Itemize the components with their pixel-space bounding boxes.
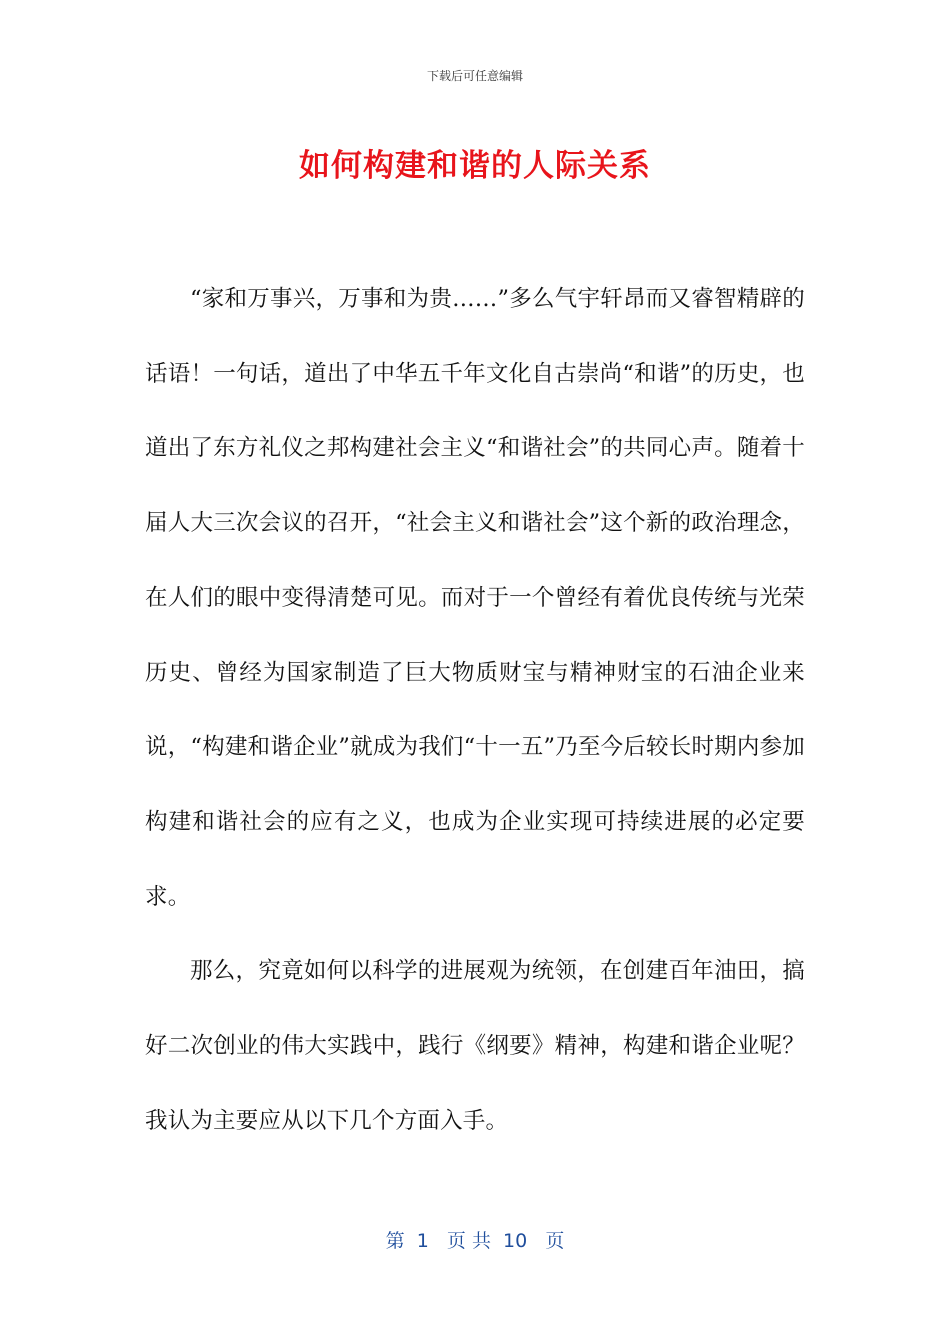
header-note: 下载后可任意编辑 (426, 69, 523, 83)
paragraph: 那么，究竟如何以科学的进展观为统领，在创建百年油田，搞好二次创业的伟大实践中，践行《纲要》精神，构建和谐企业呢？我认为主要应从以下几个方面入手。 (145, 958, 805, 1134)
page-title: 如何构建和谐的人际关系 (299, 148, 651, 184)
body-text (145, 262, 805, 1158)
page-footer: 第 1 页 共 10 页 (385, 1230, 565, 1252)
paragraph: “家和万事兴，万事和为贵……”多么气宇轩昂而又睿智精辟的话语！一句话，道出了中华五千年文化自古崇尚“和谐”的历史，也道出了东方礼仪之邦构建社会主义“和谐社会”的共同心声。随着十届人大三次会议的召开，“社会主义和谐社会”这个新的政治理念，在人们的眼中变得清楚可见。而对于一个曾经有着优良传统与光荣历史、曾经为国家制造了巨大物质财宝与精神财宝的石油企业来说，“构建和谐企业”就成为我们“十一五”乃至今后较长时期内参加构建和谐社会的应有之义，也成为企业实现可持续进展的必定要求。 (145, 286, 805, 910)
